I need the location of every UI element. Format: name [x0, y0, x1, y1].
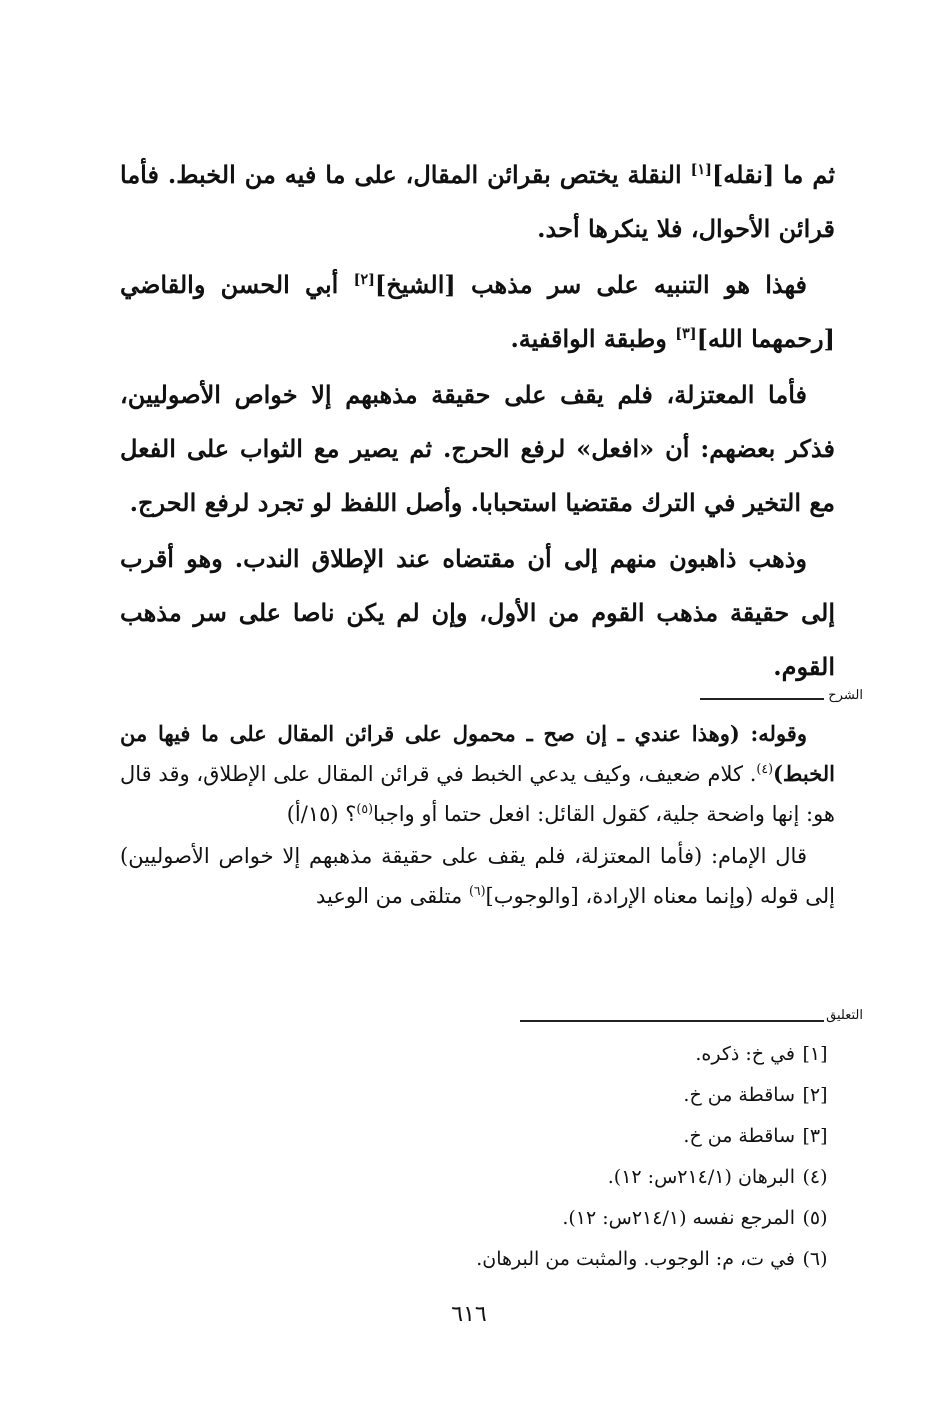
footnote-ref-3: [٣]	[675, 325, 697, 342]
commentary-text	[120, 714, 835, 918]
footnote-3: [٣]ساقطة من خ.	[683, 1125, 828, 1147]
main-paragraph-2: فهذا هو التنبيه على سر مذهب [الشيخ][٢] أبي الحسن والقاضي [رحمهما الله][٣] وطبقة الواقفية.	[120, 270, 835, 353]
footnote-1: [١]في خ: ذكره.	[695, 1043, 828, 1065]
footnote-4: (٤)البرهان (٢١٤/١س: ١٢).	[607, 1166, 828, 1188]
footnote-6: (٦)في ت، م: الوجوب. والمثبت من البرهان.	[476, 1248, 828, 1270]
footnote-ref-2: [٢]	[353, 271, 375, 288]
footnote-2: [٢]ساقطة من خ.	[683, 1084, 828, 1106]
footnotes-label: التعليق	[826, 1008, 863, 1023]
main-paragraph-4: وذهب ذاهبون منهم إلى أن مقتضاه عند الإطلاق الندب. وهو أقرب إلى حقيقة مذهب القوم من الأول، وإن لم يكن ناصا على سر مذهب القوم.	[120, 544, 835, 681]
main-paragraph-1: ثم ما [نقله][١] النقلة يختص بقرائن المقال، على ما فيه من الخبط. فأما قرائن الأحوال، فلا ينكرها أحد.	[120, 160, 836, 243]
footnotes-list	[120, 1034, 835, 1280]
footnote-ref-1: [١]	[690, 161, 712, 178]
footnote-5: (٥)المرجع نفسه (٢١٤/١س: ١٢).	[562, 1207, 828, 1229]
page-number: ٦١٦	[451, 1302, 487, 1327]
commentary-divider	[700, 698, 824, 700]
main-paragraph-3: فأما المعتزلة، فلم يقف على حقيقة مذهبهم إلا خواص الأصوليين، فذكر بعضهم: أن «افعل» لرفع الحرج. ثم يصير مع الثواب على الفعل مع التخير في الترك مقتضيا استحبابا. وأصل اللفظ لو تجرد لرفع الحرج.	[120, 380, 835, 517]
commentary-paragraph-2: قال الإمام: (فأما المعتزلة، فلم يقف على حقيقة مذهبهم إلا خواص الأصوليين) إلى قوله (وإنما معناه الإرادة، [والوجوب]$^{(٦)}$ متلقى من الوعيد	[120, 844, 835, 908]
commentary-paragraph-1: وقوله: (وهذا عندي ـ إن صح ـ محمول على قرائن المقال على ما فيها من الخبط)$^{(٤)}$. كلام ضعيف، وكيف يدعي الخبط في قرائن المقال على الإطلاق، وقد قال هو: إنها واضحة جلية، كقول القائل: افعل حتما أو واجبا$^{(٥)}$؟ (١٥/أ)	[120, 721, 835, 826]
commentary-label: الشرح	[828, 688, 863, 703]
footnote-ref-5: (٥)	[356, 801, 373, 816]
footnote-ref-4: (٤)	[756, 761, 773, 776]
main-text	[120, 148, 835, 696]
footnote-ref-6: (٦)	[468, 883, 486, 898]
footnotes-divider	[520, 1020, 824, 1022]
